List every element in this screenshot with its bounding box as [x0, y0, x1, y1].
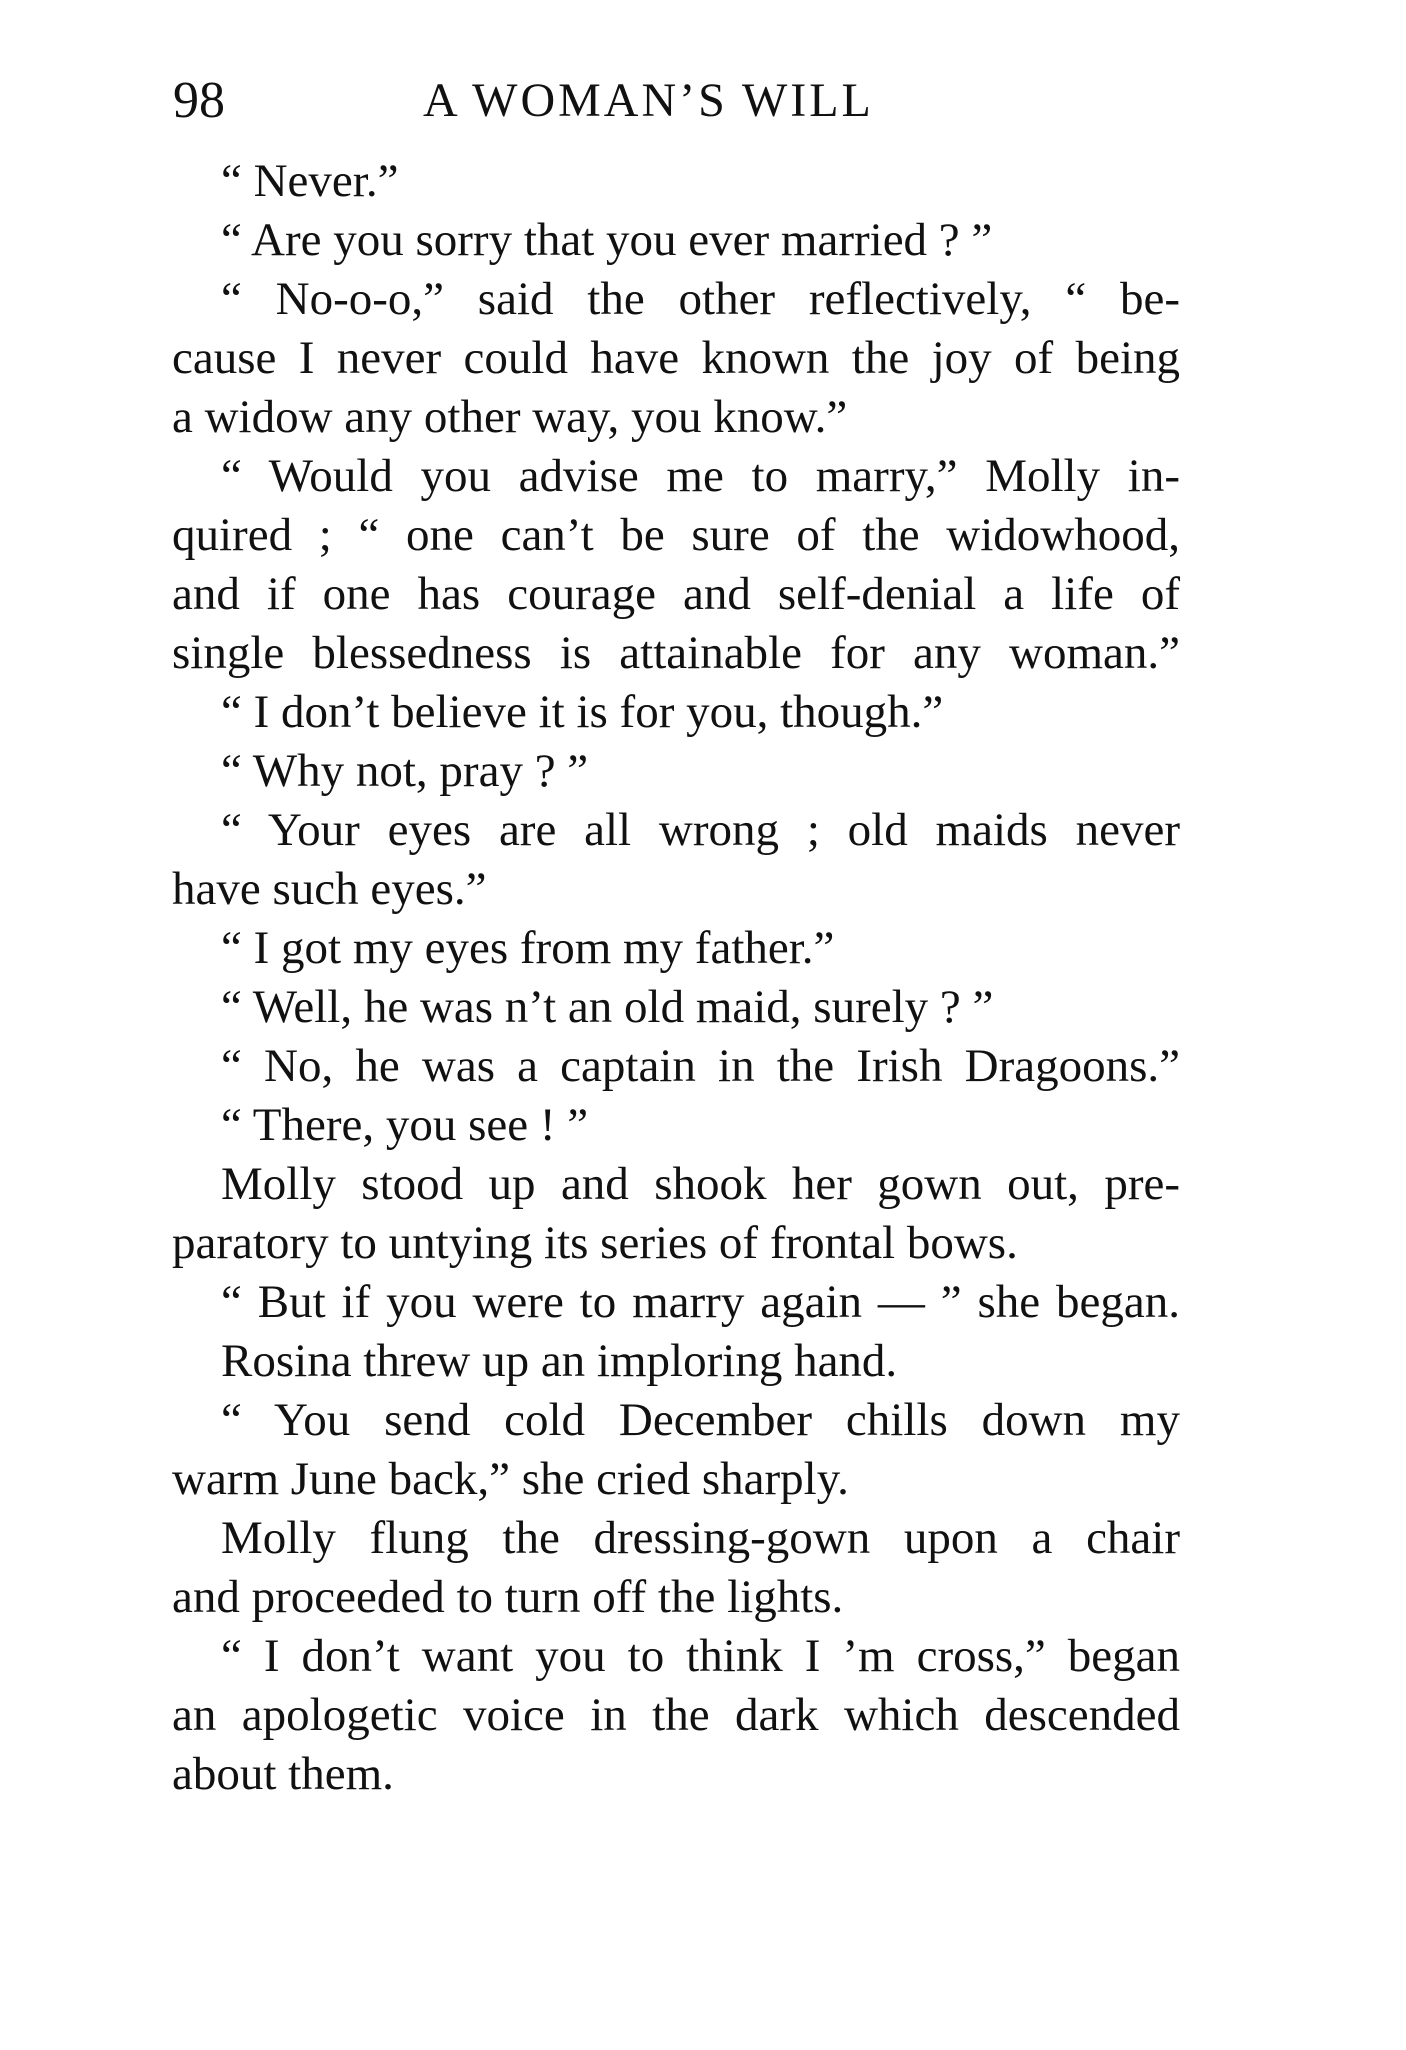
text-line: quired ; “ one can’t be sure of the widowhood, — [172, 509, 1180, 561]
text-line: “ No, he was a captain in the Irish Dragoons.” — [221, 1040, 1180, 1092]
text-line: and proceeded to turn off the lights. — [172, 1571, 844, 1623]
text-line: and if one has courage and self-denial a life of — [172, 568, 1180, 620]
text-line: “ Would you advise me to marry,” Molly in- — [221, 450, 1180, 502]
text-line: “ But if you were to marry again — ” she began. — [221, 1276, 1180, 1328]
text-line: “ I don’t believe it is for you, though.” — [221, 686, 944, 738]
text-line: have such eyes.” — [172, 863, 487, 915]
text-line: “ I got my eyes from my father.” — [221, 922, 835, 974]
text-line: Molly flung the dressing-gown upon a chair — [221, 1512, 1180, 1564]
text-line: “ Why not, pray ? ” — [221, 745, 589, 797]
text-line: about them. — [172, 1748, 394, 1800]
text-line: “ Are you sorry that you ever married ? ” — [221, 214, 993, 266]
running-head — [173, 66, 1173, 136]
text-line: “ I don’t want you to think I ’m cross,” began — [221, 1630, 1180, 1682]
text-line: single blessedness is attainable for any woman.” — [172, 627, 1180, 679]
text-line: cause I never could have known the joy of being — [172, 332, 1180, 384]
text-line: warm June back,” she cried sharply. — [172, 1453, 849, 1505]
text-line: “ There, you see ! ” — [221, 1099, 589, 1151]
page-number: 98 — [173, 72, 225, 129]
text-line: “ You send cold December chills down my — [221, 1394, 1180, 1446]
running-title: A WOMAN’S WILL — [423, 74, 874, 127]
text-line: Rosina threw up an imploring hand. — [221, 1335, 898, 1387]
text-line: “ No-o-o,” said the other reflectively, “ be- — [221, 273, 1180, 325]
text-line: “ Your eyes are all wrong ; old maids never — [221, 804, 1180, 856]
text-line: “ Well, he was n’t an old maid, surely ? ” — [221, 981, 994, 1033]
text-line: an apologetic voice in the dark which descended — [172, 1689, 1180, 1741]
text-line: a widow any other way, you know.” — [172, 391, 848, 443]
text-line: “ Never.” — [221, 155, 399, 207]
body-text — [172, 152, 1180, 1804]
text-line: paratory to untying its series of frontal bows. — [172, 1217, 1018, 1269]
text-line: Molly stood up and shook her gown out, pre- — [221, 1158, 1180, 1210]
